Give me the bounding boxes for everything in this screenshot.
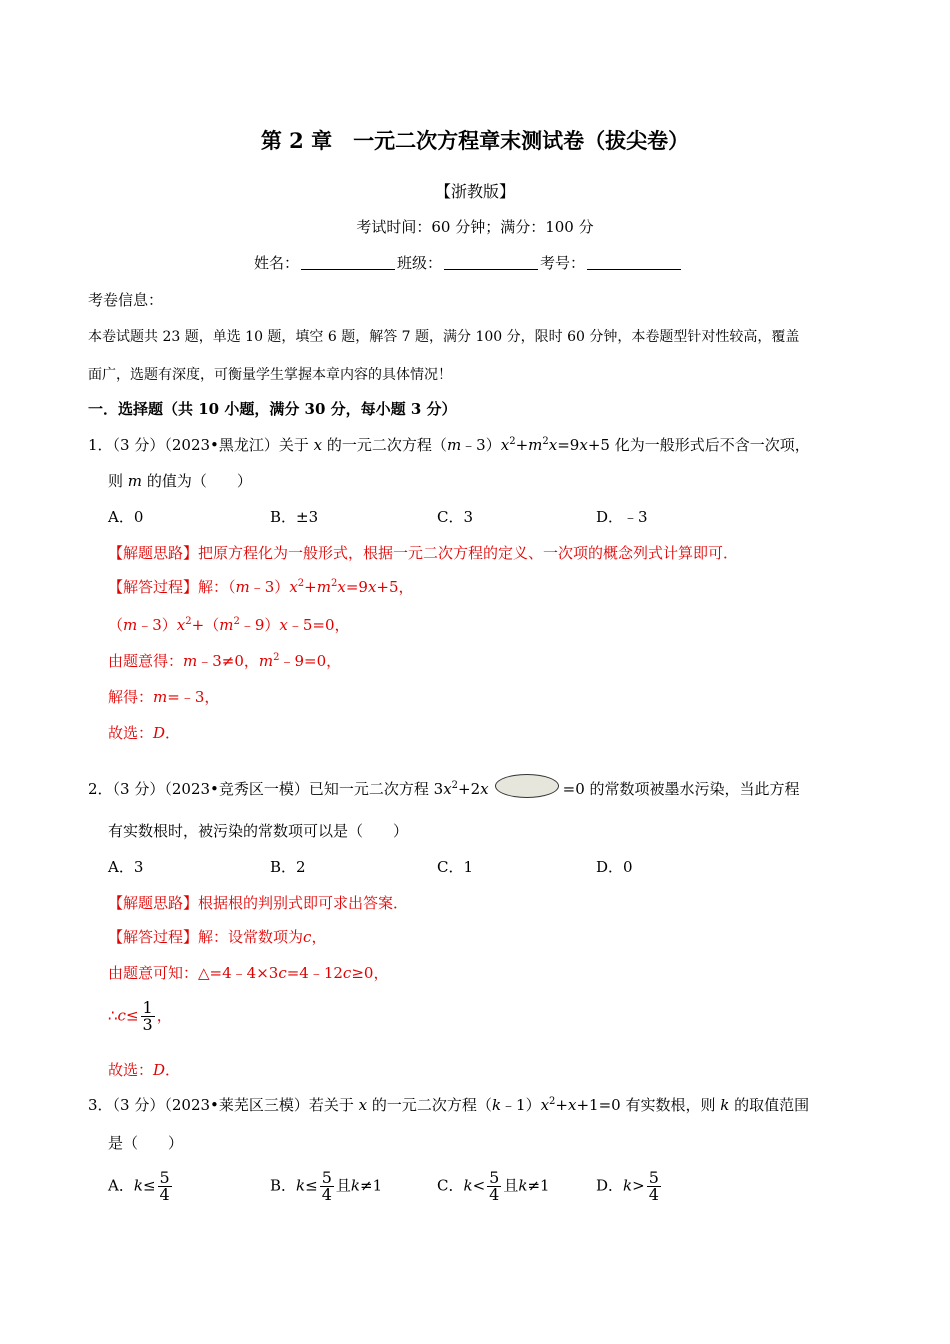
question-3-line-2: 是（ ）	[108, 1134, 184, 1152]
student-info-row	[254, 256, 683, 271]
q1-option-d: D．﹣3	[596, 508, 648, 526]
info-label: 考卷信息：	[88, 291, 164, 309]
q1-option-a: A．0	[108, 508, 144, 526]
class-label: 班级：	[397, 254, 443, 272]
q3-option-a: A．k≤ $\frac{5}{4}$	[108, 1168, 170, 1204]
q2-option-b: B．2	[270, 858, 306, 876]
q1-answer: 故选：D．	[108, 724, 181, 742]
q1-process-2: $(m﹣3)x^2+(m^2﹣9)x﹣5=0$，	[108, 616, 350, 634]
q1-option-c: C．3	[437, 508, 474, 526]
q2-process-1: 【解答过程】解：设常数项为c，	[108, 928, 327, 946]
question-1-line-1: 1．（3 分）（2023•黑龙江）关于 x 的一元二次方程$(m﹣3)x^2+m^2x=9x+5$ 化为一般形式后不含一次项，	[88, 436, 810, 454]
exam-time: 考试时间：60 分钟；满分：100 分	[356, 218, 594, 236]
page-title: 第 2 章 一元二次方程章末测试卷（拔尖卷）	[260, 128, 690, 153]
info-line-2: 面广，选题有深度，可衡量学生掌握本章内容的具体情况！	[88, 367, 452, 383]
question-2-line-1: 2．（3 分）（2023•竞秀区一模）已知一元二次方程 $3x^2+2x =0$ 的常数项被墨水污染，当此方程	[88, 774, 800, 798]
question-1-line-2: 则 m 的值为（ ）	[108, 472, 252, 490]
q1-process-1: 【解答过程】解：$(m﹣3)x^2+m^2x=9x+5$，	[108, 578, 414, 596]
q1-idea: 【解题思路】把原方程化为一般形式，根据一元二次方程的定义、一次项的概念列式计算即可．	[108, 544, 739, 562]
q2-option-c: C．1	[437, 858, 474, 876]
fraction-one-third: $\frac{1}{3}$	[142, 998, 153, 1034]
question-2-line-2: 有实数根时，被污染的常数项可以是（ ）	[108, 822, 409, 840]
name-field	[301, 269, 395, 270]
q1-process-4: 解得：m=﹣3，	[108, 688, 220, 706]
q1-option-b: B．±3	[270, 508, 319, 526]
id-field	[587, 269, 681, 270]
q2-process-2: 由题意可知：△=4﹣4×3c=4﹣12c≥0，	[108, 964, 389, 982]
class-field	[444, 269, 538, 270]
q2-answer: 故选：D．	[108, 1061, 181, 1079]
section-heading: 一．选择题（共 10 小题，满分 30 分，每小题 3 分）	[88, 400, 457, 418]
q2-option-d: D．0	[596, 858, 633, 876]
q2-idea: 【解题思路】根据根的判别式即可求出答案．	[108, 894, 409, 912]
question-3-line-1: 3．（3 分）（2023•莱芜区三模）若关于 x 的一元二次方程$(k﹣1)x^2+x+1=0$ 有实数根，则 k 的取值范围	[88, 1096, 810, 1114]
ink-stain-icon	[495, 774, 559, 798]
q2-option-a: A．3	[108, 858, 144, 876]
q3-option-b: B．k≤ $\frac{5}{4}$ 且k≠1	[270, 1168, 383, 1204]
q3-option-c: C．k< $\frac{5}{4}$ 且k≠1	[437, 1168, 550, 1204]
edition-label: 【浙教版】	[434, 182, 515, 201]
name-label: 姓名：	[254, 254, 300, 272]
q2-process-3: ∴c≤ $\frac{1}{3}$ ，	[108, 998, 172, 1034]
q1-process-3: 由题意得：m﹣3≠0，$m^2﹣9=0$，	[108, 652, 342, 670]
q3-option-d: D．k> $\frac{5}{4}$	[596, 1168, 659, 1204]
id-label: 考号：	[540, 254, 586, 272]
info-line-1: 本卷试题共 23 题，单选 10 题，填空 6 题，解答 7 题，满分 100 分，限时 60 分钟，本卷题型针对性较高，覆盖	[88, 329, 800, 345]
